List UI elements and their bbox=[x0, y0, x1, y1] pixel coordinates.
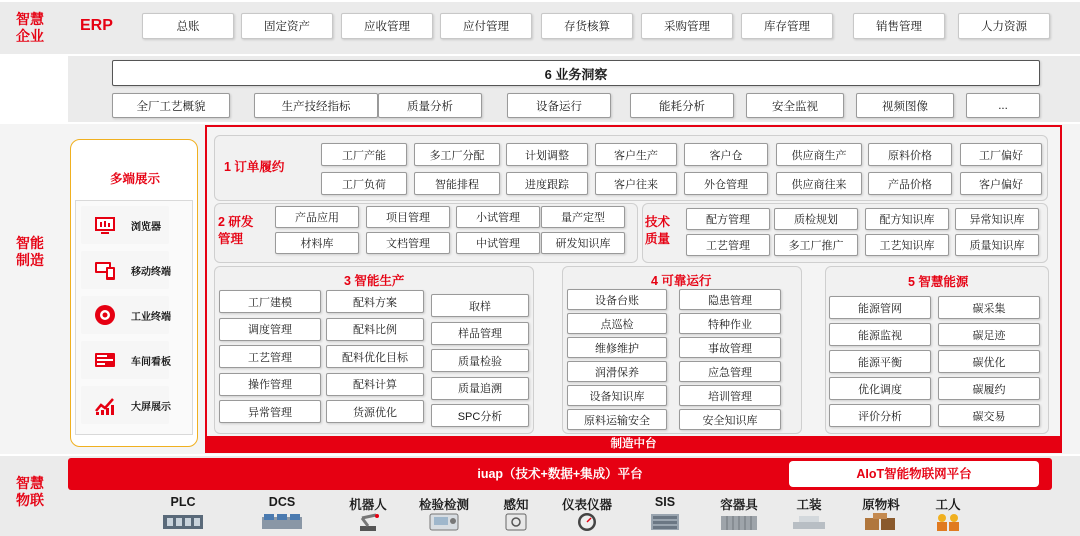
production-col2-3-label: 配料计算 bbox=[353, 379, 397, 391]
iot-item-6 bbox=[631, 495, 699, 532]
production-col1-2-label: 工艺管理 bbox=[248, 351, 292, 364]
energy-col2-3-label: 碳履约 bbox=[972, 383, 1006, 396]
energy-col2-4[interactable] bbox=[938, 404, 1040, 427]
iot-item-8 bbox=[775, 495, 843, 532]
reliable-col1-4-label: 设备知识库 bbox=[589, 390, 645, 403]
reliable-col2-0[interactable] bbox=[679, 289, 781, 310]
insight-item-4-label: 能耗分析 bbox=[659, 100, 705, 113]
tech-item-6-label: 工艺知识库 bbox=[879, 240, 935, 252]
tooling-icon bbox=[787, 512, 831, 532]
plc-icon bbox=[161, 512, 205, 532]
rnd-item-0-label: 产品应用 bbox=[295, 212, 339, 224]
iot-item-10 bbox=[914, 495, 982, 532]
tech-item-2-label: 配方知识库 bbox=[879, 214, 935, 226]
production-col1-4[interactable] bbox=[219, 400, 321, 423]
iot-label-9: 原物料 bbox=[862, 498, 900, 512]
insight-item-6[interactable] bbox=[856, 93, 954, 118]
iot-label-6: SIS bbox=[654, 495, 676, 509]
insight-item-0[interactable] bbox=[112, 93, 230, 118]
order-item-6[interactable] bbox=[868, 143, 952, 166]
production-col3-4-label: SPC分析 bbox=[457, 410, 503, 423]
robot-icon bbox=[346, 512, 390, 532]
rnd-item-5-label: 文档管理 bbox=[386, 238, 430, 250]
erp-item-8-label: 人力资源 bbox=[981, 21, 1027, 33]
order-item-15[interactable] bbox=[960, 172, 1042, 195]
tech-item-5[interactable] bbox=[774, 234, 858, 256]
reliable-col1-5-label: 原料运输安全 bbox=[584, 414, 650, 427]
insight-item-1-label: 生产技经指标 bbox=[281, 100, 351, 113]
erp-item-4[interactable] bbox=[541, 13, 633, 39]
tech-item-0-label: 配方管理 bbox=[706, 214, 750, 226]
production-col3-3-label: 质量追溯 bbox=[458, 383, 502, 395]
reliable-col1-2[interactable] bbox=[567, 337, 667, 358]
insight-item-3-label: 设备运行 bbox=[536, 100, 582, 113]
erp-item-0-label: 总账 bbox=[176, 21, 200, 33]
iot-item-4 bbox=[482, 495, 550, 532]
iot-label-3: 检验检测 bbox=[418, 498, 469, 512]
container-icon bbox=[717, 512, 761, 532]
device-label-3: 车间看板 bbox=[131, 357, 171, 368]
production-col2-0[interactable] bbox=[326, 290, 424, 313]
order-item-14-label: 产品价格 bbox=[888, 178, 932, 191]
rnd-item-6[interactable] bbox=[456, 232, 540, 254]
smart-manufacturing-label: 智能 制造 bbox=[16, 235, 44, 268]
tech-item-2[interactable] bbox=[865, 208, 949, 230]
reliable-operation-title: 4 可靠运行 bbox=[651, 274, 712, 288]
order-item-4-label: 客户仓 bbox=[709, 149, 743, 162]
tech-item-7-label: 质量知识库 bbox=[969, 240, 1025, 252]
iot-label-7: 容器具 bbox=[720, 498, 758, 512]
smart-iot-label: 智慧 物联 bbox=[16, 475, 44, 508]
reliable-col2-4-label: 培训管理 bbox=[708, 390, 752, 403]
multi-display-title: 多端展示 bbox=[109, 172, 160, 186]
reliable-col2-1[interactable] bbox=[679, 313, 781, 334]
rnd-title: 2 研发 管理 bbox=[218, 215, 254, 246]
mobile-terminal-icon bbox=[93, 258, 117, 282]
order-item-0[interactable] bbox=[321, 143, 407, 166]
production-col1-3-label: 操作管理 bbox=[248, 379, 292, 391]
erp-item-5-label: 采购管理 bbox=[664, 21, 710, 33]
iot-item-2 bbox=[334, 495, 402, 532]
multi-display-panel bbox=[70, 139, 198, 447]
reliable-col2-5[interactable] bbox=[679, 409, 781, 430]
insight-item-1[interactable] bbox=[254, 93, 378, 118]
insight-item-5-label: 安全监视 bbox=[772, 100, 818, 113]
iuap-platform-bar: iuap（技术+数据+集成）平台 bbox=[68, 458, 1052, 490]
production-col1-1[interactable] bbox=[219, 318, 321, 341]
rnd-item-2-label: 小试管理 bbox=[476, 212, 520, 224]
tech-quality-title: 技术 质量 bbox=[645, 215, 671, 246]
device-item-2[interactable] bbox=[81, 296, 169, 334]
rnd-item-3[interactable] bbox=[541, 206, 625, 228]
rnd-item-7-label: 研发知识库 bbox=[555, 238, 611, 250]
sensor-icon bbox=[494, 512, 538, 532]
big-screen-icon bbox=[93, 393, 117, 417]
energy-col2-0[interactable] bbox=[938, 296, 1040, 319]
reliable-col2-2-label: 事故管理 bbox=[708, 342, 752, 355]
erp-item-8[interactable] bbox=[958, 13, 1050, 39]
order-item-12[interactable] bbox=[684, 172, 768, 195]
erp-item-7-label: 销售管理 bbox=[876, 21, 922, 33]
insight-item-7-label: ... bbox=[998, 99, 1008, 112]
iot-item-5 bbox=[553, 495, 621, 532]
order-item-13-label: 供应商往来 bbox=[791, 178, 847, 191]
production-col2-1-label: 配料比例 bbox=[353, 324, 397, 336]
reliable-col2-3[interactable] bbox=[679, 361, 781, 382]
order-item-8-label: 工厂负荷 bbox=[342, 178, 386, 191]
order-item-1-label: 多工厂分配 bbox=[429, 149, 485, 162]
rnd-item-1-label: 项目管理 bbox=[386, 212, 430, 224]
iot-item-9 bbox=[847, 495, 915, 532]
tech-item-5-label: 多工厂推广 bbox=[788, 240, 844, 252]
insight-item-7[interactable] bbox=[966, 93, 1040, 118]
reliable-col1-5[interactable] bbox=[567, 409, 667, 430]
rnd-item-2[interactable] bbox=[456, 206, 540, 228]
production-col1-2[interactable] bbox=[219, 345, 321, 368]
insight-item-2-label: 质量分析 bbox=[407, 100, 453, 113]
order-item-10[interactable] bbox=[506, 172, 588, 195]
device-item-1[interactable] bbox=[81, 251, 169, 289]
erp-item-3-label: 应付管理 bbox=[463, 21, 509, 33]
reliable-col2-2[interactable] bbox=[679, 337, 781, 358]
iot-label-5: 仪表仪器 bbox=[561, 498, 612, 512]
production-col3-3[interactable] bbox=[431, 377, 529, 400]
insight-item-3[interactable] bbox=[507, 93, 611, 118]
order-item-3-label: 客户生产 bbox=[614, 149, 658, 162]
rnd-item-4-label: 材料库 bbox=[300, 238, 334, 250]
production-col3-0-label: 取样 bbox=[469, 300, 491, 313]
tech-item-3-label: 异常知识库 bbox=[969, 214, 1025, 226]
order-item-12-label: 外仓管理 bbox=[704, 178, 748, 191]
energy-col2-1[interactable] bbox=[938, 323, 1040, 346]
tech-item-0[interactable] bbox=[686, 208, 770, 230]
order-item-13[interactable] bbox=[776, 172, 862, 195]
tech-item-3[interactable] bbox=[955, 208, 1039, 230]
energy-col1-3-label: 优化调度 bbox=[858, 383, 902, 396]
reliable-col1-1-label: 点巡检 bbox=[600, 318, 634, 331]
order-item-5[interactable] bbox=[776, 143, 862, 166]
energy-col1-0-label: 能源管网 bbox=[858, 302, 902, 315]
order-item-8[interactable] bbox=[321, 172, 407, 195]
order-item-0-label: 工厂产能 bbox=[342, 149, 386, 162]
iot-label-8: 工装 bbox=[796, 498, 822, 512]
production-col2-4[interactable] bbox=[326, 400, 424, 423]
raw-material-icon bbox=[859, 512, 903, 532]
smart-energy-title: 5 智慧能源 bbox=[908, 275, 969, 289]
iot-label-2: 机器人 bbox=[349, 498, 387, 512]
reliable-col2-3-label: 应急管理 bbox=[708, 366, 752, 379]
erp-item-2[interactable] bbox=[341, 13, 433, 39]
reliable-col1-0-label: 设备台账 bbox=[595, 294, 639, 307]
rnd-item-4[interactable] bbox=[275, 232, 359, 254]
insight-item-0-label: 全厂工艺概貌 bbox=[136, 100, 206, 113]
rnd-item-5[interactable] bbox=[366, 232, 450, 254]
rnd-item-1[interactable] bbox=[366, 206, 450, 228]
device-label-4: 大屏展示 bbox=[131, 402, 171, 413]
order-item-9[interactable] bbox=[414, 172, 500, 195]
reliable-col1-0[interactable] bbox=[567, 289, 667, 310]
reliable-col1-4[interactable] bbox=[567, 385, 667, 406]
device-label-1: 移动终端 bbox=[131, 267, 171, 278]
order-item-10-label: 进度跟踪 bbox=[525, 178, 569, 191]
sis-icon bbox=[643, 512, 687, 532]
iot-item-7 bbox=[705, 495, 773, 532]
production-col2-1[interactable] bbox=[326, 318, 424, 341]
erp-item-4-label: 存货核算 bbox=[564, 21, 610, 33]
production-col2-3[interactable] bbox=[326, 373, 424, 396]
energy-col1-4[interactable] bbox=[829, 404, 931, 427]
iot-label-4: 感知 bbox=[503, 498, 529, 512]
order-item-7[interactable] bbox=[960, 143, 1042, 166]
rnd-item-6-label: 中试管理 bbox=[476, 238, 520, 250]
iot-item-1 bbox=[248, 495, 316, 532]
production-col3-1[interactable] bbox=[431, 322, 529, 345]
production-col3-0[interactable] bbox=[431, 294, 529, 317]
erp-item-0[interactable] bbox=[142, 13, 234, 39]
erp-item-1-label: 固定资产 bbox=[264, 21, 310, 33]
order-item-2[interactable] bbox=[506, 143, 588, 166]
device-label-0: 浏览器 bbox=[131, 222, 161, 233]
production-col2-2[interactable] bbox=[326, 345, 424, 368]
device-item-0[interactable] bbox=[81, 206, 169, 244]
energy-col1-0[interactable] bbox=[829, 296, 931, 319]
production-col1-1-label: 调度管理 bbox=[248, 324, 292, 336]
erp-item-1[interactable] bbox=[241, 13, 333, 39]
insight-item-4[interactable] bbox=[630, 93, 734, 118]
production-col3-2[interactable] bbox=[431, 349, 529, 372]
energy-col2-3[interactable] bbox=[938, 377, 1040, 400]
reliable-col2-4[interactable] bbox=[679, 385, 781, 406]
inspection-icon bbox=[422, 512, 466, 532]
reliable-col1-1[interactable] bbox=[567, 313, 667, 334]
energy-col1-1-label: 能源监视 bbox=[858, 329, 902, 342]
reliable-col2-0-label: 隐患管理 bbox=[708, 294, 752, 307]
order-item-2-label: 计划调整 bbox=[525, 149, 569, 162]
production-col3-4[interactable] bbox=[431, 404, 529, 427]
dcs-icon bbox=[260, 512, 304, 532]
business-insight-title: 6 业务洞察 bbox=[112, 60, 1040, 86]
order-item-5-label: 供应商生产 bbox=[791, 149, 847, 162]
production-col3-1-label: 样品管理 bbox=[458, 328, 502, 340]
rnd-item-3-label: 量产定型 bbox=[561, 212, 605, 224]
tech-item-6[interactable] bbox=[865, 234, 949, 256]
aiot-platform-box: AIoT智能物联网平台 bbox=[789, 461, 1039, 487]
rnd-item-0[interactable] bbox=[275, 206, 359, 228]
order-fulfillment-title: 1 订单履约 bbox=[224, 160, 285, 174]
insight-item-2[interactable] bbox=[378, 93, 482, 118]
order-item-14[interactable] bbox=[868, 172, 952, 195]
industrial-terminal-icon bbox=[93, 303, 117, 327]
smart-production-title: 3 智能生产 bbox=[344, 274, 405, 288]
erp-item-2-label: 应收管理 bbox=[364, 21, 410, 33]
order-item-1[interactable] bbox=[414, 143, 500, 166]
reliable-col2-5-label: 安全知识库 bbox=[702, 414, 758, 427]
energy-col1-2-label: 能源平衡 bbox=[858, 356, 902, 369]
tech-item-1-label: 质检规划 bbox=[794, 214, 838, 226]
energy-col1-3[interactable] bbox=[829, 377, 931, 400]
tech-item-4-label: 工艺管理 bbox=[706, 240, 750, 252]
energy-col2-4-label: 碳交易 bbox=[972, 410, 1006, 423]
reliable-col1-2-label: 维修维护 bbox=[595, 342, 639, 355]
order-item-11[interactable] bbox=[595, 172, 677, 195]
production-col2-2-label: 配料优化目标 bbox=[342, 351, 408, 364]
rnd-item-7[interactable] bbox=[541, 232, 625, 254]
tech-item-4[interactable] bbox=[686, 234, 770, 256]
energy-col1-2[interactable] bbox=[829, 350, 931, 373]
erp-item-3[interactable] bbox=[440, 13, 532, 39]
order-item-3[interactable] bbox=[595, 143, 677, 166]
erp-item-7[interactable] bbox=[853, 13, 945, 39]
insight-item-5[interactable] bbox=[746, 93, 844, 118]
instrument-icon bbox=[565, 512, 609, 532]
reliable-col2-1-label: 特种作业 bbox=[708, 318, 752, 331]
erp-item-6-label: 库存管理 bbox=[764, 21, 810, 33]
erp-item-6[interactable] bbox=[741, 13, 833, 39]
production-col1-0[interactable] bbox=[219, 290, 321, 313]
insight-item-6-label: 视频图像 bbox=[882, 100, 928, 113]
workshop-board-icon bbox=[93, 348, 117, 372]
erp-label: ERP bbox=[80, 17, 113, 34]
energy-col2-1-label: 碳足迹 bbox=[972, 329, 1006, 342]
order-item-4[interactable] bbox=[684, 143, 768, 166]
energy-col2-2-label: 碳优化 bbox=[972, 356, 1006, 369]
reliable-col1-3[interactable] bbox=[567, 361, 667, 382]
iot-label-1: DCS bbox=[268, 495, 296, 509]
device-item-3[interactable] bbox=[81, 341, 169, 379]
worker-icon bbox=[926, 512, 970, 532]
order-item-6-label: 原料价格 bbox=[888, 149, 932, 162]
tech-item-7[interactable] bbox=[955, 234, 1039, 256]
smart-enterprise-label: 智慧 企业 bbox=[16, 11, 44, 44]
order-item-9-label: 智能排程 bbox=[435, 178, 479, 191]
manufacturing-middle-platform-bar: 制造中台 bbox=[205, 436, 1062, 453]
production-col1-3[interactable] bbox=[219, 373, 321, 396]
energy-col1-1[interactable] bbox=[829, 323, 931, 346]
energy-col2-2[interactable] bbox=[938, 350, 1040, 373]
iot-item-3 bbox=[410, 495, 478, 532]
order-item-15-label: 客户偏好 bbox=[979, 178, 1023, 191]
browser-icon bbox=[93, 213, 117, 237]
iot-item-0 bbox=[149, 495, 217, 532]
production-col2-4-label: 货源优化 bbox=[353, 406, 397, 419]
iot-label-0: PLC bbox=[170, 495, 196, 509]
production-col1-4-label: 异常管理 bbox=[248, 406, 292, 419]
production-col3-2-label: 质量检验 bbox=[458, 355, 502, 368]
energy-col2-0-label: 碳采集 bbox=[972, 302, 1006, 315]
production-col2-0-label: 配料方案 bbox=[353, 296, 397, 309]
device-label-2: 工业终端 bbox=[131, 312, 171, 323]
tech-item-1[interactable] bbox=[774, 208, 858, 230]
iot-label-10: 工人 bbox=[935, 498, 961, 512]
reliable-col1-3-label: 润滑保养 bbox=[595, 366, 639, 379]
device-item-4[interactable] bbox=[81, 386, 169, 424]
energy-col1-4-label: 评价分析 bbox=[858, 410, 902, 423]
order-item-11-label: 客户往来 bbox=[614, 178, 658, 191]
order-item-7-label: 工厂偏好 bbox=[979, 149, 1023, 162]
production-col1-0-label: 工厂建模 bbox=[248, 296, 292, 309]
erp-item-5[interactable] bbox=[641, 13, 733, 39]
